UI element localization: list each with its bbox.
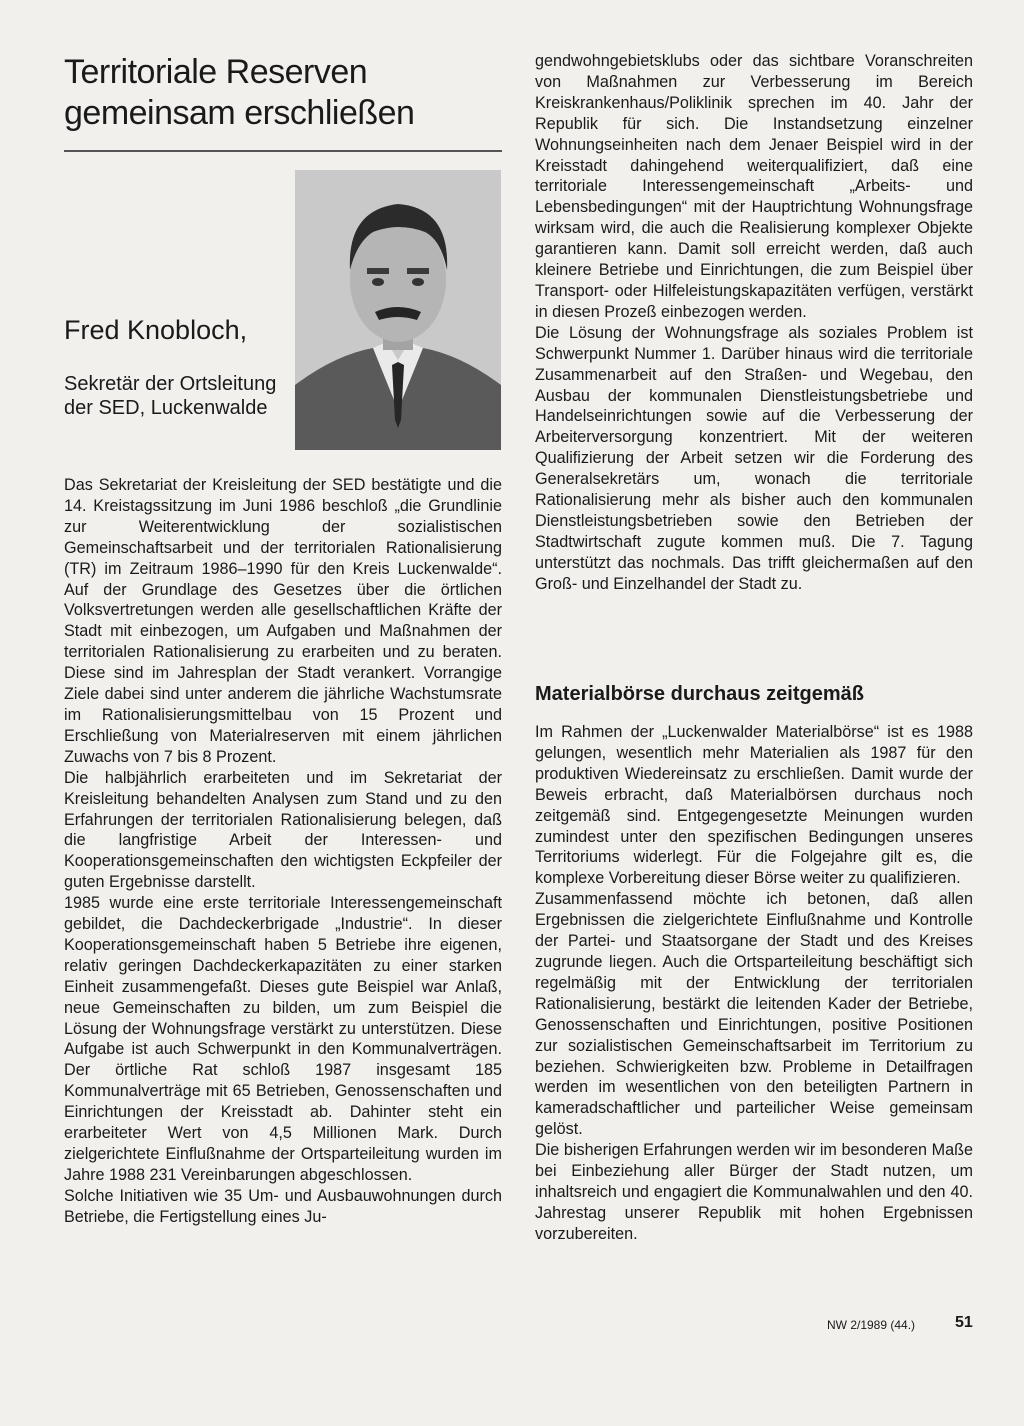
paragraph: Im Rahmen der „Luckenwalder Materialbörse“ ist es 1988 gelungen, wesentlich mehr Materialien als 1987 für den produktiven Wiedereinsatz zu erschließen. Damit wurde der Beweis erbracht, daß Materialbörsen durchaus noch zeitgemäß sind. Entgegengesetzte Meinungen wurden zumindest unter den spezifischen Bedingungen unseres Territoriums widerlegt. Für die Folgejahre gilt es, die komplexe Vorbereitung dieser Börse weiter zu qualifizieren. bbox=[535, 723, 973, 888]
paragraph: Solche Initiativen wie 35 Um- und Ausbauwohnungen durch Betriebe, die Fertigstellung eines Ju- bbox=[64, 1186, 502, 1226]
left-column bbox=[64, 475, 502, 1228]
paragraph: Das Sekretariat der Kreisleitung der SED bestätigte und die 14. Kreistagssitzung im Juni 1986 beschloß „die Grundlinie zur Weiterentwicklung der sozialistischen Gemeinschaftsarbeit und der territorialen Rationalisierung (TR) im Zeitraum 1986–1990 für den Kreis Luckenwalde“. Auf der Grundlage des Gesetzes über die örtlichen Volksvertretungen werden alle gesellschaftlichen Kräfte der Stadt mit einbezogen, um Aufgaben und Maßnahmen der territorialen Rationalisierung zu erarbeiten und zu beraten. Diese sind im Jahresplan der Stadt verankert. Vorrangige Ziele dabei sind unter anderem die jährliche Wachstumsrate im Rationalisierungsmittelbau von 15 Prozent und Erschließung von Materialreserven mit einem jährlichen Zuwachs von 7 bis 8 Prozent. bbox=[64, 476, 502, 766]
author-name: Fred Knobloch, bbox=[64, 315, 248, 345]
right-column-top bbox=[535, 51, 973, 595]
paragraph: gendwohngebietsklubs oder das sichtbare Voranschreiten von Maßnahmen zur Verbesserung im Bereich Kreiskrankenhaus/Poliklinik sprechen im 40. Jahr der Republik für sich. Die Instandsetzung einzelner Wohnungseinheiten nach dem Jenaer Beispiel wird in der Kreisstadt dahingehend weiterqualifiziert, daß eine territoriale Interessengemeinschaft „Arbeits- und Lebensbedingungen“ mit der Hauptrichtung Wohnungsfrage wirksam wird, die auch die Realisierung komplexer Objekte garantieren kann. Damit soll erreicht werden, daß auch kleinere Betriebe und Einrichtungen, die zum Beispiel über Transport- oder Hilfeleistungskapazitäten verfügen, verstärkt in diesen Prozeß einbezogen werden. bbox=[535, 52, 973, 321]
publication-source: NW 2/1989 (44.) bbox=[827, 1318, 916, 1332]
author-role: Sekretär der Ortsleitung der SED, Luckenwalde bbox=[64, 373, 277, 419]
paragraph: Die Lösung der Wohnungsfrage als soziales Problem ist Schwerpunkt Nummer 1. Darüber hinaus wird die territoriale Zusammenarbeit auf den Straßen- und Wegebau, den Ausbau der kommunalen Dienstleistungsbetriebe und Handelseinrichtungen sowie auf die Verbesserung der Arbeiterversorgung konzentriert. Mit der weiteren Qualifizierung der Arbeit setzen wir die Forderung des Generalsekretärs um, wonach die territoriale Rationalisierung mehr als bisher auch den kommunalen Dienstleistungsbetrieben sowie den Betrieben der Stadtwirtschaft zugute kommen muß. Die 7. Tagung unterstützt das nochmals. Das trifft gleichermaßen auf den Groß- und Einzelhandel der Stadt zu. bbox=[535, 323, 973, 593]
page-number: 51 bbox=[955, 1314, 973, 1331]
section-heading: Materialbörse durchaus zeitgemäß bbox=[535, 683, 864, 705]
paragraph: 1985 wurde eine erste territoriale Interessengemeinschaft gebildet, die Dachdeckerbrigade „Industrie“. In dieser Kooperationsgemeinschaft haben 5 Betriebe ihre eigenen, relativ geringen Dachdeckerkapazitäten zu einer starken Einheit zusammengefaßt. Dieses gute Beispiel war Anlaß, neue Gemeinschaften zu bilden, um zum Beispiel die Lösung der Wohnungsfrage verstärkt zu unterstützen. Diese Aufgabe ist auch Schwerpunkt in den Kommunalverträgen. Der örtliche Rat schloß 1987 insgesamt 185 Kommunalverträge mit 65 Betrieben, Genossenschaften und Einrichtungen der Kreisstadt ab. Dahinter steht ein erarbeiteter Wert von 4,5 Millionen Mark. Durch zielgerichtete Einflußnahme der Ortsparteileitung wurden im Jahre 1988 231 Vereinbarungen abgeschlossen. bbox=[64, 894, 502, 1184]
right-column-bottom bbox=[535, 722, 973, 1245]
author-photo bbox=[295, 170, 501, 450]
title-rule bbox=[64, 150, 502, 152]
article-title: Territoriale Reserven gemeinsam erschließen bbox=[64, 53, 415, 132]
portrait-illustration bbox=[295, 170, 501, 450]
paragraph: Zusammenfassend möchte ich betonen, daß allen Ergebnissen die zielgerichtete Einflußnahme und Kontrolle der Partei- und Staatsorgane der Stadt und des Kreises zugrunde liegen. Auch die Ortsparteileitung beschäftigt sich regelmäßig mit der Entwicklung der territorialen Rationalisierung, bestärkt die leitenden Kader der Betriebe, Genossenschaften und Einrichtungen, positive Positionen zur sozialistischen Gemeinschaftsarbeit im Territorium zu beziehen. Schwierigkeiten bzw. Probleme in Detailfragen werden im wesentlichen von den beteiligten Partnern in kameradschaftlicher und parteilicher Weise gemeinsam gelöst. bbox=[535, 890, 973, 1139]
paragraph: Die halbjährlich erarbeiteten und im Sekretariat der Kreisleitung behandelten Analysen zum Stand und zu den Erfahrungen der territorialen Rationalisierung belegen, daß die langfristige Arbeit der Interessen- und Kooperationsgemeinschaften den wichtigsten Eckpfeiler der guten Ergebnisse darstellt. bbox=[64, 768, 502, 892]
paragraph: Die bisherigen Erfahrungen werden wir im besonderen Maße bei Einbeziehung aller Bürger der Stadt nutzen, um inhaltsreich und engagiert die Kommunalwahlen und den 40. Jahrestag unserer Republik mit hohen Ergebnissen vorzubereiten. bbox=[535, 1141, 973, 1243]
